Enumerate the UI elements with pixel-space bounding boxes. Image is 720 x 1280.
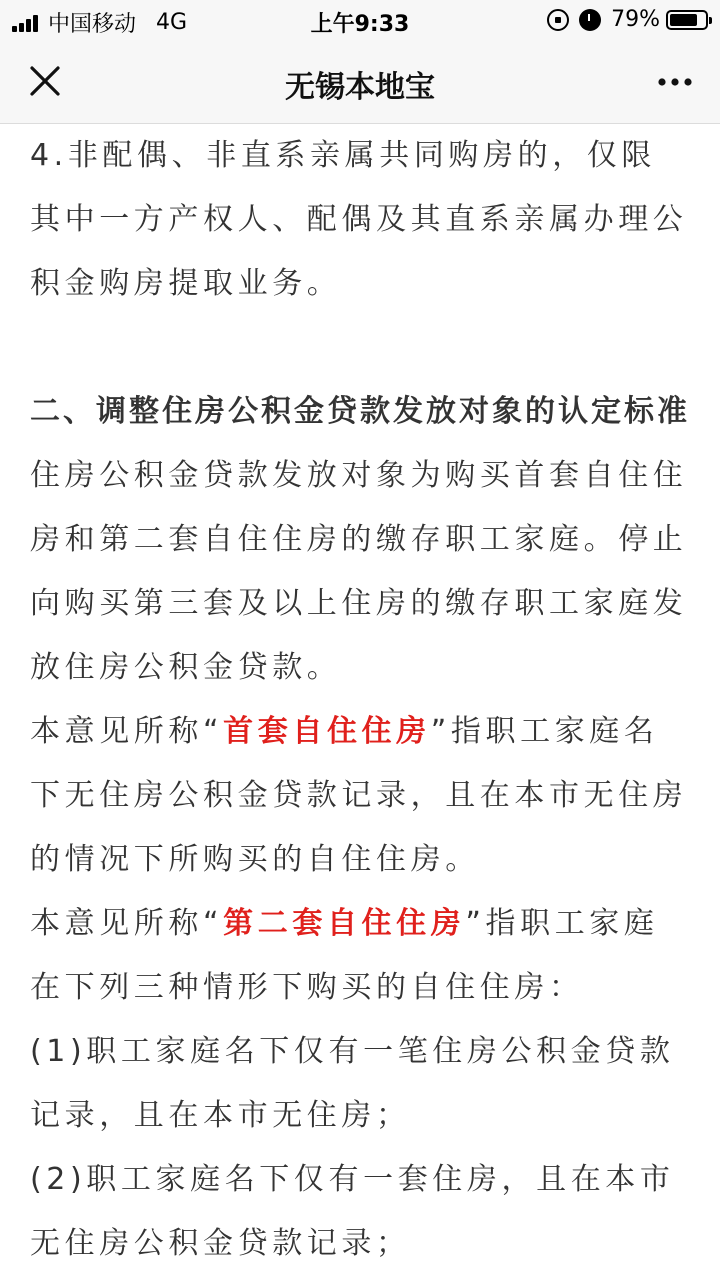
article-paragraph	[30, 892, 690, 1020]
article-paragraph	[30, 700, 690, 892]
section-heading: 二、调整住房公积金贷款发放对象的认定标准	[30, 394, 690, 429]
article-body	[30, 124, 690, 1276]
battery-icon	[666, 10, 708, 30]
close-icon	[20, 56, 70, 106]
text-segment: ”指职工家庭在下列三种情形下购买的自住住房：	[30, 906, 659, 1005]
highlighted-term: 第二套自住住房	[223, 906, 466, 941]
list-item: (2)职工家庭名下仅有一套住房，且在本市无住房公积金贷款记录；	[30, 1162, 675, 1261]
text-segment: ”指职工家庭名下无住房公积金贷款记录，且在本市无住房的情况下所购买的自住住房。	[30, 714, 688, 877]
battery-fill	[670, 14, 697, 26]
carrier-name: 中国移动	[48, 12, 137, 37]
article-paragraph: 住房公积金贷款发放对象为购买首套自住住房和第二套自住住房的缴存职工家庭。停止向购买第三套及以上住房的缴存职工家庭发放住房公积金贷款。	[30, 458, 688, 685]
network-type: 4G	[156, 10, 188, 35]
text-segment: 本意见所称“	[30, 906, 224, 941]
alarm-icon	[579, 9, 601, 31]
status-bar	[0, 0, 720, 40]
page-title: 无锡本地宝	[285, 70, 435, 105]
nav-bar	[0, 40, 720, 124]
list-item: (1)职工家庭名下仅有一笔住房公积金贷款记录，且在本市无住房；	[30, 1034, 675, 1133]
more-icon	[650, 56, 700, 106]
more-button[interactable]	[650, 56, 700, 106]
rotation-lock-icon	[547, 9, 569, 31]
article-paragraph: 4.非配偶、非直系亲属共同购房的，仅限其中一方产权人、配偶及其直系亲属办理公积金购房提取业务。	[30, 138, 688, 301]
close-button[interactable]	[20, 56, 70, 106]
battery-percent: 79%	[611, 7, 660, 32]
status-time: 上午9:33	[310, 12, 410, 37]
text-segment: 本意见所称“	[30, 714, 224, 749]
highlighted-term: 首套自住住房	[223, 714, 431, 749]
